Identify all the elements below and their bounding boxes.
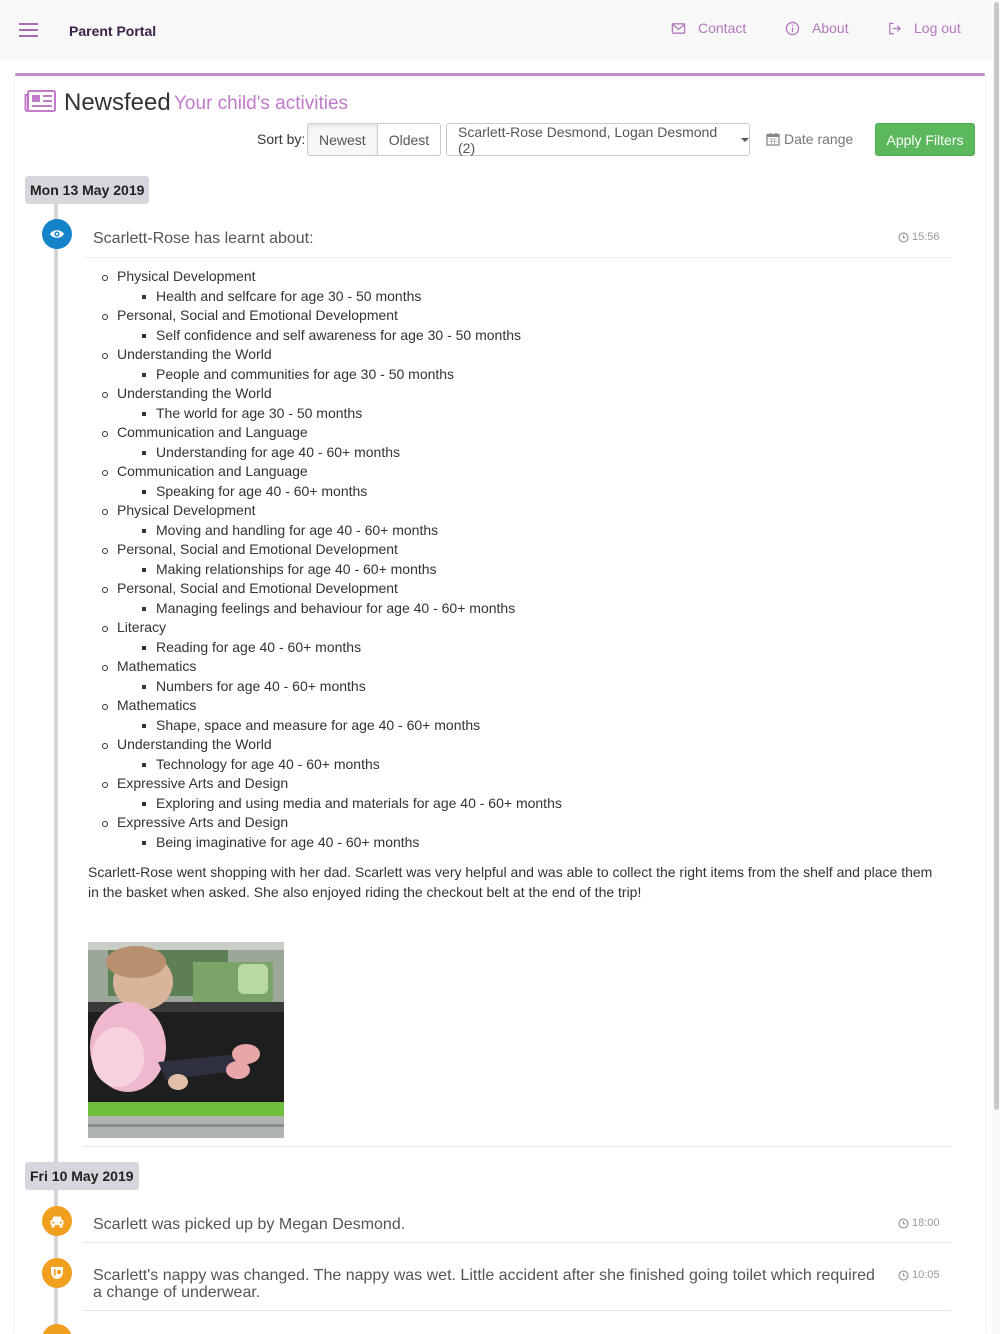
learning-area: Communication and Language bbox=[83, 462, 562, 482]
entry-time bbox=[898, 1269, 940, 1281]
brand-title[interactable]: Parent Portal bbox=[69, 23, 157, 39]
car-icon bbox=[42, 1206, 72, 1236]
pickup-entry[interactable] bbox=[83, 1205, 951, 1243]
menu-icon[interactable] bbox=[19, 22, 38, 38]
page-scrollbar[interactable] bbox=[992, 0, 1000, 1334]
observation-title: Scarlett-Rose has learnt about: bbox=[93, 230, 314, 247]
entry-time bbox=[898, 231, 940, 243]
learning-aspect: Reading for age 40 - 60+ months bbox=[83, 638, 562, 658]
date-badge: Fri 10 May 2019 bbox=[25, 1162, 139, 1190]
learning-area: Communication and Language bbox=[83, 423, 562, 443]
page-subtitle: Your child's activities bbox=[174, 93, 349, 114]
contact-label: Contact bbox=[698, 20, 747, 36]
nappy-title: Scarlett's nappy was changed. The nappy was wet. Little accident after she finished going toilet which required a change of underwear. bbox=[93, 1267, 875, 1301]
learning-area: Understanding the World bbox=[83, 384, 562, 404]
apply-filters-button[interactable]: Apply Filters bbox=[875, 123, 975, 156]
entry-time-label: 15:56 bbox=[912, 231, 940, 243]
observation-narrative: Scarlett-Rose went shopping with her dad. Scarlett was very helpful and was able to collect the right items from the shelf and place them in the basket when asked. She also enjoyed riding the checkout belt at the end of the trip! bbox=[88, 864, 933, 900]
learning-aspect: Managing feelings and behaviour for age 40 - 60+ months bbox=[83, 599, 562, 619]
learning-aspect: Exploring and using media and materials for age 40 - 60+ months bbox=[83, 794, 562, 814]
scrollbar-thumb[interactable] bbox=[994, 2, 999, 1110]
learning-aspect: Making relationships for age 40 - 60+ months bbox=[83, 560, 562, 580]
entry-time-label: 18:00 bbox=[912, 1217, 940, 1229]
observation-photo[interactable] bbox=[88, 942, 284, 1138]
sign-out-icon bbox=[887, 21, 902, 36]
learning-area: Expressive Arts and Design bbox=[83, 774, 562, 794]
clock-icon bbox=[898, 1270, 909, 1281]
top-navbar bbox=[0, 0, 1000, 60]
learning-aspect: Shape, space and measure for age 40 - 60+ months bbox=[83, 716, 562, 736]
learning-area: Physical Development bbox=[83, 267, 562, 287]
caret-down-icon bbox=[741, 138, 749, 142]
calendar-icon bbox=[766, 132, 780, 146]
learning-area: Personal, Social and Emotional Development bbox=[83, 540, 562, 560]
learning-area: Mathematics bbox=[83, 696, 562, 716]
logout-label: Log out bbox=[914, 20, 961, 36]
envelope-icon bbox=[671, 21, 686, 36]
learning-aspect: Health and selfcare for age 30 - 50 months bbox=[83, 287, 562, 307]
learning-aspect: Moving and handling for age 40 - 60+ months bbox=[83, 521, 562, 541]
pickup-title: Scarlett was picked up by Megan Desmond. bbox=[93, 1216, 406, 1233]
learning-aspect: Being imaginative for age 40 - 60+ months bbox=[83, 833, 562, 853]
learning-area: Understanding the World bbox=[83, 345, 562, 365]
child-select-dropdown[interactable] bbox=[446, 123, 750, 156]
sort-oldest-button[interactable]: Oldest bbox=[378, 123, 441, 156]
learning-area: Physical Development bbox=[83, 501, 562, 521]
learning-area: Understanding the World bbox=[83, 735, 562, 755]
date-range-picker[interactable] bbox=[766, 131, 853, 147]
entry-time-label: 10:05 bbox=[912, 1269, 940, 1281]
learning-area: Mathematics bbox=[83, 657, 562, 677]
learning-aspect: Self confidence and self awareness for age 30 - 50 months bbox=[83, 326, 562, 346]
learning-area: Literacy bbox=[83, 618, 562, 638]
learning-aspect: Understanding for age 40 - 60+ months bbox=[83, 443, 562, 463]
page-title: Newsfeed bbox=[64, 89, 171, 116]
learning-aspect: People and communities for age 30 - 50 months bbox=[83, 365, 562, 385]
nappy-entry[interactable] bbox=[83, 1257, 951, 1311]
learning-aspect: Numbers for age 40 - 60+ months bbox=[83, 677, 562, 697]
contact-link[interactable] bbox=[671, 20, 746, 36]
sort-label: Sort by: bbox=[257, 131, 306, 147]
date-badge: Mon 13 May 2019 bbox=[25, 176, 149, 204]
info-circle-icon bbox=[785, 21, 800, 36]
learning-aspect: Technology for age 40 - 60+ months bbox=[83, 755, 562, 775]
about-link[interactable] bbox=[785, 20, 849, 36]
learning-area: Expressive Arts and Design bbox=[83, 813, 562, 833]
learning-area: Personal, Social and Emotional Development bbox=[83, 306, 562, 326]
child-select-label: Scarlett-Rose Desmond, Logan Desmond (2) bbox=[458, 123, 718, 156]
learning-aspect: The world for age 30 - 50 months bbox=[83, 404, 562, 424]
observation-entry-header[interactable] bbox=[83, 219, 951, 257]
child-at-checkout-photo bbox=[88, 942, 284, 1138]
logout-link[interactable] bbox=[887, 20, 961, 36]
clock-icon bbox=[898, 232, 909, 243]
learning-aspect: Speaking for age 40 - 60+ months bbox=[83, 482, 562, 502]
sort-newest-button[interactable]: Newest bbox=[307, 123, 378, 156]
clock-icon bbox=[898, 1218, 909, 1229]
entry-time bbox=[898, 1217, 940, 1229]
sort-button-group bbox=[307, 123, 441, 156]
learning-list bbox=[83, 267, 562, 852]
date-range-label: Date range bbox=[784, 131, 854, 147]
newspaper-icon bbox=[24, 90, 56, 112]
eye-icon bbox=[42, 219, 72, 249]
card-accent-bar bbox=[15, 73, 985, 76]
nappy-icon bbox=[42, 1258, 72, 1288]
about-label: About bbox=[812, 20, 849, 36]
learning-area: Personal, Social and Emotional Development bbox=[83, 579, 562, 599]
observation-body bbox=[83, 257, 951, 1147]
